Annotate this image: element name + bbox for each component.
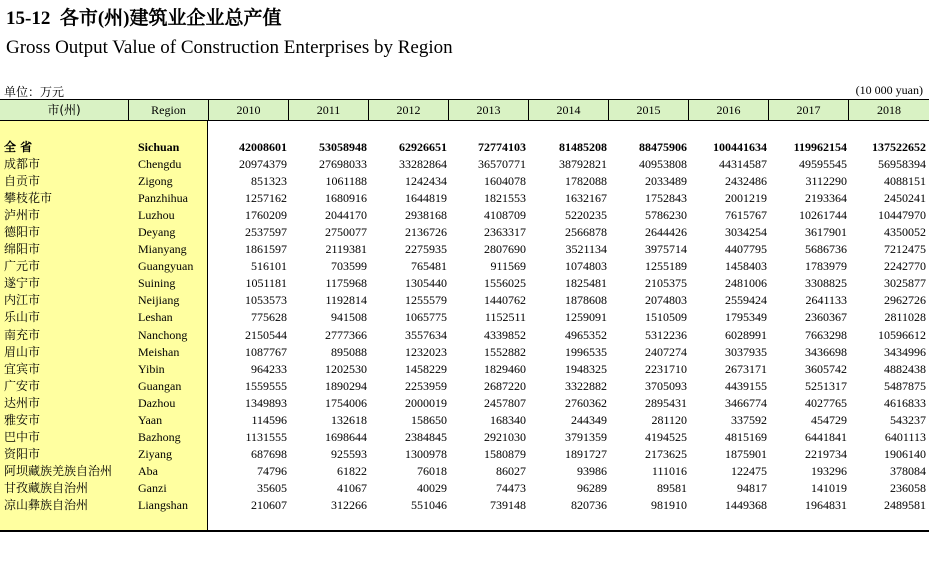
header-year: 2011 bbox=[288, 100, 368, 120]
value-cell: 62926651 bbox=[399, 140, 447, 154]
value-cell: 1053573 bbox=[245, 293, 287, 308]
header-year: 2016 bbox=[688, 100, 768, 120]
table-row bbox=[0, 429, 929, 446]
value-cell: 4108709 bbox=[484, 208, 526, 223]
region-name-cn: 宜宾市 bbox=[4, 361, 41, 376]
table-row bbox=[0, 207, 929, 224]
region-name-cn: 德阳市 bbox=[4, 225, 41, 240]
value-cell: 2921030 bbox=[484, 429, 526, 444]
value-cell: 2760362 bbox=[565, 395, 607, 410]
value-cell: 3308825 bbox=[805, 276, 847, 291]
value-cell: 5312236 bbox=[645, 327, 687, 342]
value-cell: 81485208 bbox=[559, 140, 607, 154]
value-cell: 114596 bbox=[251, 412, 287, 427]
value-cell: 378084 bbox=[890, 463, 926, 478]
table-header bbox=[0, 99, 929, 121]
value-cell: 89581 bbox=[657, 480, 687, 495]
region-name-cn: 广安市 bbox=[4, 378, 41, 393]
total-row bbox=[0, 139, 929, 156]
value-cell: 765481 bbox=[411, 259, 447, 274]
region-name-cn: 凉山彝族自治州 bbox=[4, 498, 89, 512]
value-cell: 4882438 bbox=[884, 361, 926, 376]
value-cell: 74473 bbox=[496, 480, 526, 495]
value-cell: 1906140 bbox=[884, 446, 926, 461]
value-cell: 2275935 bbox=[405, 242, 447, 257]
header-year: 2017 bbox=[768, 100, 848, 120]
value-cell: 687698 bbox=[251, 446, 287, 461]
value-cell: 36570771 bbox=[478, 157, 526, 171]
value-cell: 1552882 bbox=[484, 344, 526, 359]
header-year: 2015 bbox=[608, 100, 688, 120]
value-cell: 100441634 bbox=[713, 140, 767, 154]
value-cell: 1232023 bbox=[405, 344, 447, 359]
table-row bbox=[0, 190, 929, 207]
table-row bbox=[0, 463, 929, 480]
unit-label-en: (10 000 yuan) bbox=[855, 83, 923, 97]
region-name-en: Panzhihua bbox=[138, 191, 188, 206]
page-title-en: Gross Output Value of Construction Enterprises by Region bbox=[6, 37, 453, 58]
region-name-cn: 成都市 bbox=[4, 157, 41, 171]
region-name-cn: 达州市 bbox=[4, 395, 41, 410]
value-cell: 2363317 bbox=[484, 225, 526, 240]
value-cell: 2033489 bbox=[645, 174, 687, 189]
value-cell: 1964831 bbox=[805, 498, 847, 512]
value-cell: 3617901 bbox=[805, 225, 847, 240]
value-cell: 2074803 bbox=[645, 293, 687, 308]
value-cell: 1795349 bbox=[725, 310, 767, 325]
header-year: 2013 bbox=[448, 100, 528, 120]
value-cell: 1300978 bbox=[405, 446, 447, 461]
value-cell: 10596612 bbox=[878, 327, 926, 342]
value-cell: 93986 bbox=[577, 463, 607, 478]
region-name-en: Deyang bbox=[138, 225, 176, 240]
value-cell: 941508 bbox=[331, 310, 367, 325]
value-cell: 1861597 bbox=[245, 242, 287, 257]
value-cell: 141019 bbox=[811, 480, 847, 495]
value-cell: 41067 bbox=[337, 480, 367, 495]
value-cell: 2136726 bbox=[405, 225, 447, 240]
value-cell: 2384845 bbox=[405, 429, 447, 444]
value-cell: 820736 bbox=[571, 498, 607, 512]
value-cell: 1510509 bbox=[645, 310, 687, 325]
table-row bbox=[0, 395, 929, 412]
value-cell: 1632167 bbox=[565, 191, 607, 206]
value-cell: 3434996 bbox=[884, 344, 926, 359]
value-cell: 4194525 bbox=[645, 429, 687, 444]
value-cell: 4027765 bbox=[805, 395, 847, 410]
value-cell: 3436698 bbox=[805, 344, 847, 359]
region-name-en: Ganzi bbox=[138, 480, 167, 495]
value-cell: 236058 bbox=[890, 480, 926, 495]
value-cell: 10447970 bbox=[878, 208, 926, 223]
value-cell: 1061188 bbox=[325, 174, 367, 189]
value-cell: 2566878 bbox=[565, 225, 607, 240]
value-cell: 2938168 bbox=[405, 208, 447, 223]
value-cell: 1878608 bbox=[565, 293, 607, 308]
value-cell: 1458403 bbox=[725, 259, 767, 274]
value-cell: 2687220 bbox=[484, 378, 526, 393]
value-cell: 2641133 bbox=[805, 293, 847, 308]
table-number: 15-12 bbox=[6, 8, 51, 29]
value-cell: 3521134 bbox=[565, 242, 607, 257]
value-cell: 2811028 bbox=[884, 310, 926, 325]
value-cell: 454729 bbox=[811, 412, 847, 427]
region-name-cn: 内江市 bbox=[4, 293, 41, 308]
value-cell: 56958394 bbox=[878, 157, 926, 171]
region-name-en: Sichuan bbox=[138, 140, 180, 154]
title-chinese: 各市(州)建筑业企业总产值 bbox=[59, 8, 282, 29]
value-cell: 53058948 bbox=[319, 140, 367, 154]
value-cell: 551046 bbox=[411, 498, 447, 512]
region-name-en: Meishan bbox=[138, 344, 180, 359]
value-cell: 1698644 bbox=[325, 429, 367, 444]
header-year: 2010 bbox=[208, 100, 288, 120]
value-cell: 38792821 bbox=[559, 157, 607, 171]
value-cell: 1087767 bbox=[245, 344, 287, 359]
value-cell: 49595545 bbox=[799, 157, 847, 171]
region-name-en: Neijiang bbox=[138, 293, 180, 308]
table-bottom-rule bbox=[0, 530, 929, 532]
value-cell: 2193364 bbox=[805, 191, 847, 206]
header-year: 2014 bbox=[528, 100, 608, 120]
value-cell: 2537597 bbox=[245, 225, 287, 240]
value-cell: 1754006 bbox=[325, 395, 367, 410]
header-year: 2018 bbox=[848, 100, 929, 120]
region-name-cn: 乐山市 bbox=[4, 310, 41, 325]
value-cell: 1192814 bbox=[325, 293, 367, 308]
region-name-en: Dazhou bbox=[138, 395, 176, 410]
value-cell: 4088151 bbox=[884, 174, 926, 189]
region-name-en: Guangyuan bbox=[138, 259, 194, 274]
region-name-cn: 泸州市 bbox=[4, 208, 41, 223]
table-row bbox=[0, 344, 929, 361]
value-cell: 2231710 bbox=[645, 361, 687, 376]
value-cell: 119962154 bbox=[793, 140, 847, 154]
value-cell: 5220235 bbox=[565, 208, 607, 223]
region-name-en: Ziyang bbox=[138, 446, 172, 461]
value-cell: 122475 bbox=[731, 463, 767, 478]
value-cell: 895088 bbox=[331, 344, 367, 359]
value-cell: 74796 bbox=[257, 463, 287, 478]
value-cell: 210607 bbox=[251, 498, 287, 512]
table-row bbox=[0, 327, 929, 344]
value-cell: 281120 bbox=[651, 412, 687, 427]
value-cell: 2253959 bbox=[405, 378, 447, 393]
value-cell: 2105375 bbox=[645, 276, 687, 291]
table-row bbox=[0, 224, 929, 241]
value-cell: 96289 bbox=[577, 480, 607, 495]
value-cell: 5251317 bbox=[805, 378, 847, 393]
value-cell: 851323 bbox=[251, 174, 287, 189]
value-cell: 516101 bbox=[251, 259, 287, 274]
value-cell: 1051181 bbox=[245, 276, 287, 291]
value-cell: 111016 bbox=[651, 463, 687, 478]
value-cell: 2673171 bbox=[725, 361, 767, 376]
header-region-en: Region bbox=[128, 100, 208, 120]
region-name-en: Bazhong bbox=[138, 429, 181, 444]
value-cell: 40953808 bbox=[639, 157, 687, 171]
region-name-cn: 攀枝花市 bbox=[4, 191, 53, 206]
value-cell: 981910 bbox=[651, 498, 687, 512]
region-name-en: Yibin bbox=[138, 361, 165, 376]
region-name-en: Yaan bbox=[138, 412, 163, 427]
value-cell: 1559555 bbox=[245, 378, 287, 393]
region-name-cn: 资阳市 bbox=[4, 446, 41, 461]
value-cell: 1821553 bbox=[484, 191, 526, 206]
value-cell: 2360367 bbox=[805, 310, 847, 325]
value-cell: 3605742 bbox=[805, 361, 847, 376]
value-cell: 1131555 bbox=[245, 429, 287, 444]
value-cell: 2450241 bbox=[884, 191, 926, 206]
value-cell: 3705093 bbox=[645, 378, 687, 393]
value-cell: 4339852 bbox=[484, 327, 526, 342]
value-cell: 42008601 bbox=[239, 140, 287, 154]
table-row bbox=[0, 309, 929, 326]
value-cell: 1259091 bbox=[565, 310, 607, 325]
value-cell: 10261744 bbox=[799, 208, 847, 223]
value-cell: 3037935 bbox=[725, 344, 767, 359]
value-cell: 61822 bbox=[337, 463, 367, 478]
header-region-cn: 市(州) bbox=[47, 103, 81, 117]
value-cell: 168340 bbox=[490, 412, 526, 427]
value-cell: 7615767 bbox=[725, 208, 767, 223]
value-cell: 2489581 bbox=[884, 498, 926, 512]
value-cell: 1782088 bbox=[565, 174, 607, 189]
value-cell: 911569 bbox=[490, 259, 526, 274]
value-cell: 2000019 bbox=[405, 395, 447, 410]
value-cell: 4439155 bbox=[725, 378, 767, 393]
value-cell: 2481006 bbox=[725, 276, 767, 291]
value-cell: 2242770 bbox=[884, 259, 926, 274]
region-name-cn: 雅安市 bbox=[4, 412, 41, 427]
value-cell: 1752843 bbox=[645, 191, 687, 206]
value-cell: 2150544 bbox=[245, 327, 287, 342]
value-cell: 1783979 bbox=[805, 259, 847, 274]
value-cell: 1257162 bbox=[245, 191, 287, 206]
value-cell: 2962726 bbox=[884, 293, 926, 308]
value-cell: 94817 bbox=[737, 480, 767, 495]
value-cell: 137522652 bbox=[872, 140, 926, 154]
value-cell: 132618 bbox=[331, 412, 367, 427]
value-cell: 193296 bbox=[811, 463, 847, 478]
value-cell: 5786230 bbox=[645, 208, 687, 223]
value-cell: 86027 bbox=[496, 463, 526, 478]
value-cell: 5487875 bbox=[884, 378, 926, 393]
value-cell: 3322882 bbox=[565, 378, 607, 393]
value-cell: 158650 bbox=[411, 412, 447, 427]
value-cell: 4815169 bbox=[725, 429, 767, 444]
value-cell: 1644819 bbox=[405, 191, 447, 206]
value-cell: 3975714 bbox=[645, 242, 687, 257]
region-name-cn: 自贡市 bbox=[4, 174, 41, 189]
value-cell: 33282864 bbox=[399, 157, 447, 171]
value-cell: 6028991 bbox=[725, 327, 767, 342]
value-cell: 1440762 bbox=[484, 293, 526, 308]
value-cell: 72774103 bbox=[478, 140, 526, 154]
value-cell: 1449368 bbox=[725, 498, 767, 512]
value-cell: 312266 bbox=[331, 498, 367, 512]
value-cell: 3025877 bbox=[884, 276, 926, 291]
unit-label-cn: 单位：万元 bbox=[4, 85, 65, 99]
value-cell: 2219734 bbox=[805, 446, 847, 461]
region-name-en: Guangan bbox=[138, 378, 182, 393]
value-cell: 7663298 bbox=[805, 327, 847, 342]
table-row bbox=[0, 156, 929, 173]
value-cell: 6441841 bbox=[805, 429, 847, 444]
region-name-cn: 遂宁市 bbox=[4, 276, 41, 291]
value-cell: 1255189 bbox=[645, 259, 687, 274]
region-name-en: Liangshan bbox=[138, 498, 188, 512]
value-cell: 5686736 bbox=[805, 242, 847, 257]
region-name-cn: 眉山市 bbox=[4, 344, 41, 359]
table-row bbox=[0, 258, 929, 275]
value-cell: 2432486 bbox=[725, 174, 767, 189]
value-cell: 35605 bbox=[257, 480, 287, 495]
value-cell: 4350052 bbox=[884, 225, 926, 240]
value-cell: 1349893 bbox=[245, 395, 287, 410]
value-cell: 1175968 bbox=[325, 276, 367, 291]
region-name-en: Zigong bbox=[138, 174, 173, 189]
table-row bbox=[0, 361, 929, 378]
value-cell: 2119381 bbox=[325, 242, 367, 257]
region-name-en: Aba bbox=[138, 463, 158, 478]
table-row bbox=[0, 446, 929, 463]
value-cell: 775628 bbox=[251, 310, 287, 325]
value-cell: 1202530 bbox=[325, 361, 367, 376]
value-cell: 2559424 bbox=[725, 293, 767, 308]
value-cell: 2750077 bbox=[325, 225, 367, 240]
value-cell: 3557634 bbox=[405, 327, 447, 342]
table-row bbox=[0, 378, 929, 395]
value-cell: 925593 bbox=[331, 446, 367, 461]
value-cell: 4407795 bbox=[725, 242, 767, 257]
region-name-cn: 巴中市 bbox=[4, 429, 41, 444]
table-row bbox=[0, 412, 929, 429]
value-cell: 3466774 bbox=[725, 395, 767, 410]
value-cell: 20974379 bbox=[239, 157, 287, 171]
region-name-cn: 阿坝藏族羌族自治州 bbox=[4, 463, 113, 478]
value-cell: 543237 bbox=[890, 412, 926, 427]
value-cell: 1891727 bbox=[565, 446, 607, 461]
value-cell: 1305440 bbox=[405, 276, 447, 291]
table-row bbox=[0, 292, 929, 309]
value-cell: 1829460 bbox=[484, 361, 526, 376]
table-row bbox=[0, 497, 929, 514]
value-cell: 7212475 bbox=[884, 242, 926, 257]
value-cell: 1890294 bbox=[325, 378, 367, 393]
value-cell: 1604078 bbox=[484, 174, 526, 189]
table-row bbox=[0, 241, 929, 258]
value-cell: 3791359 bbox=[565, 429, 607, 444]
value-cell: 1255579 bbox=[405, 293, 447, 308]
value-cell: 1825481 bbox=[565, 276, 607, 291]
value-cell: 2644426 bbox=[645, 225, 687, 240]
table-row bbox=[0, 275, 929, 292]
header-year: 2012 bbox=[368, 100, 448, 120]
value-cell: 3112290 bbox=[805, 174, 847, 189]
value-cell: 6401113 bbox=[884, 429, 926, 444]
value-cell: 1680916 bbox=[325, 191, 367, 206]
value-cell: 244349 bbox=[571, 412, 607, 427]
value-cell: 337592 bbox=[731, 412, 767, 427]
value-cell: 1065775 bbox=[405, 310, 447, 325]
region-name-en: Chengdu bbox=[138, 157, 182, 171]
value-cell: 2044170 bbox=[325, 208, 367, 223]
value-cell: 1242434 bbox=[405, 174, 447, 189]
value-cell: 2407274 bbox=[645, 344, 687, 359]
value-cell: 1760209 bbox=[245, 208, 287, 223]
value-cell: 1152511 bbox=[484, 310, 526, 325]
table-row bbox=[0, 173, 929, 190]
value-cell: 2777366 bbox=[325, 327, 367, 342]
value-cell: 1580879 bbox=[484, 446, 526, 461]
value-cell: 1074803 bbox=[565, 259, 607, 274]
value-cell: 4965352 bbox=[565, 327, 607, 342]
value-cell: 2173625 bbox=[645, 446, 687, 461]
value-cell: 1996535 bbox=[565, 344, 607, 359]
value-cell: 1875901 bbox=[725, 446, 767, 461]
value-cell: 3034254 bbox=[725, 225, 767, 240]
value-cell: 1948325 bbox=[565, 361, 607, 376]
table-row bbox=[0, 480, 929, 497]
value-cell: 2807690 bbox=[484, 242, 526, 257]
value-cell: 2457807 bbox=[484, 395, 526, 410]
value-cell: 2001219 bbox=[725, 191, 767, 206]
region-name-en: Nanchong bbox=[138, 327, 188, 342]
value-cell: 44314587 bbox=[719, 157, 767, 171]
region-name-en: Luzhou bbox=[138, 208, 175, 223]
value-cell: 1556025 bbox=[484, 276, 526, 291]
region-name-cn: 南充市 bbox=[4, 327, 41, 342]
region-name-en: Mianyang bbox=[138, 242, 187, 257]
value-cell: 964233 bbox=[251, 361, 287, 376]
value-cell: 2895431 bbox=[645, 395, 687, 410]
value-cell: 27698033 bbox=[319, 157, 367, 171]
value-cell: 40029 bbox=[417, 480, 447, 495]
value-cell: 88475906 bbox=[639, 140, 687, 154]
region-name-cn: 甘孜藏族自治州 bbox=[4, 480, 89, 495]
region-name-cn: 广元市 bbox=[4, 259, 41, 274]
value-cell: 1458229 bbox=[405, 361, 447, 376]
region-name-cn: 绵阳市 bbox=[4, 242, 41, 257]
region-name-en: Suining bbox=[138, 276, 176, 291]
value-cell: 76018 bbox=[417, 463, 447, 478]
value-cell: 739148 bbox=[490, 498, 526, 512]
region-name-cn: 全 省 bbox=[4, 140, 33, 154]
value-cell: 4616833 bbox=[884, 395, 926, 410]
region-name-en: Leshan bbox=[138, 310, 173, 325]
page-title-cn bbox=[6, 3, 281, 30]
value-cell: 703599 bbox=[331, 259, 367, 274]
